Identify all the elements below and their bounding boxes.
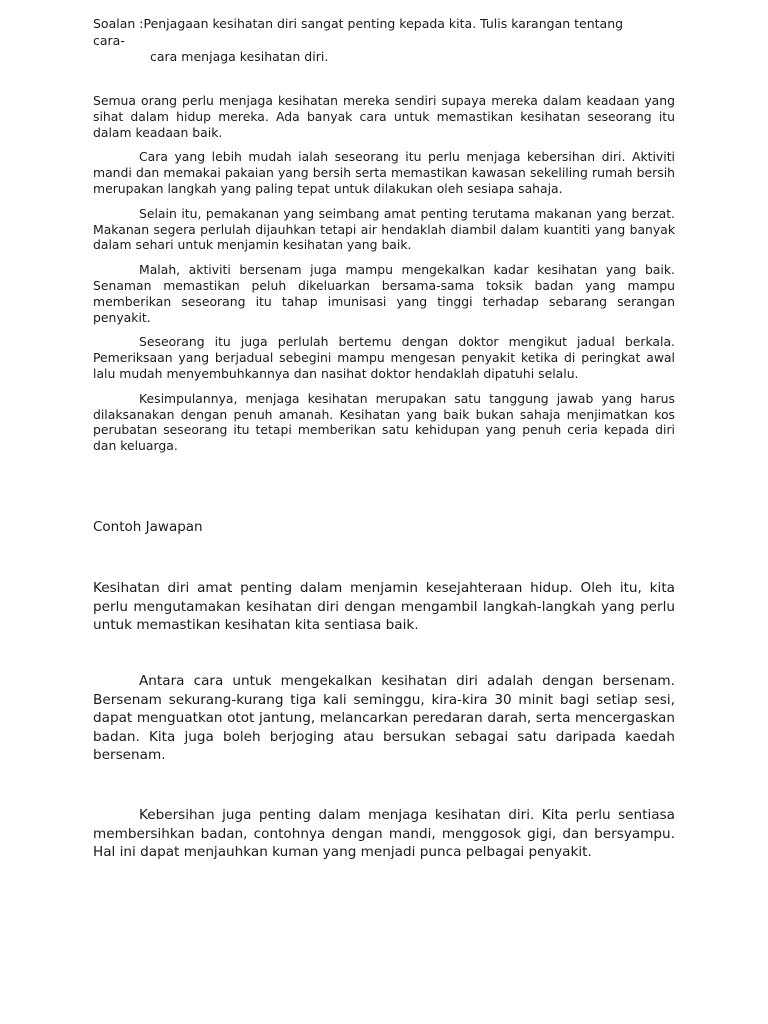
essay-body	[93, 93, 675, 463]
question-line-3: cara menjaga kesihatan diri.	[150, 49, 329, 64]
answer-paragraph-exercise: Antara cara untuk mengekalkan kesihatan diri adalah dengan bersenam. Bersenam sekurang-kurang tiga kali seminggu, kira-kira 30 minit bagi setiap sesi, dapat menguatkan otot jantung, melancarkan peredaran darah, serta mencergaskan badan. Kita juga boleh berjoging atau bersukan sebagai satu daripada kaedah bersenam.	[93, 673, 675, 763]
essay-paragraph-intro: Semua orang perlu menjaga kesihatan mereka sendiri supaya mereka dalam keadaan yang sihat dalam hidup mereka. Ada banyak cara untuk memastikan kesihatan seseorang itu dalam keadaan baik.	[93, 93, 675, 140]
sample-answer-heading: Contoh Jawapan	[93, 519, 203, 535]
essay-paragraph-cleanliness: Cara yang lebih mudah ialah seseorang itu perlu menjaga kebersihan diri. Aktiviti mandi dan memakai pakaian yang bersih serta memastikan kawasan sekeliling rumah bersih merupakan langkah yang paling tepat untuk dilakukan oleh sesiapa sahaja.	[93, 149, 675, 196]
essay-paragraph-conclusion: Kesimpulannya, menjaga kesihatan merupakan satu tanggung jawab yang harus dilaksanakan dengan penuh amanah. Kesihatan yang baik bukan sahaja menjimatkan kos perubatan seseorang itu tetapi memberikan satu kehidupan yang penuh ceria kepada diri dan keluarga.	[93, 390, 675, 454]
question-line-1: Soalan :Penjagaan kesihatan diri sangat penting kepada kita. Tulis karangan tentang	[93, 16, 624, 31]
answer-paragraph-intro: Kesihatan diri amat penting dalam menjamin kesejahteraan hidup. Oleh itu, kita perlu mengutamakan kesihatan diri dengan mengambil langkah-langkah yang perlu untuk memastikan kesihatan kita sentiasa baik.	[93, 580, 675, 633]
essay-paragraph-doctor: Seseorang itu juga perlulah bertemu dengan doktor mengikut jadual berkala. Pemeriksaan yang berjadual sebegini mampu mengesan penyakit ketika di peringkat awal lalu mudah menyembuhkannya dan nasihat doktor hendaklah dipatuhi selalu.	[93, 334, 675, 381]
essay-paragraph-nutrition: Selain itu, pemakanan yang seimbang amat penting terutama makanan yang berzat. Makanan segera perlulah dijauhkan tetapi air hendaklah diambil dalam kuantiti yang banyak dalam sehari untuk menjamin kesihatan yang baik.	[93, 205, 675, 253]
essay-paragraph-exercise: Malah, aktiviti bersenam juga mampu mengekalkan kadar kesihatan yang baik. Senaman memastikan peluh dikeluarkan bersama-sama toksik badan yang mampu memberikan seseorang itu tahap imunisasi yang tinggi terhadap sebarang serangan penyakit.	[93, 262, 675, 325]
answer-paragraph-cleanliness: Kebersihan juga penting dalam menjaga kesihatan diri. Kita perlu sentiasa membersihkan badan, contohnya dengan mandi, menggosok gigi, dan bersyampu. Hal ini dapat menjauhkan kuman yang menjadi punca pelbagai penyakit.	[93, 807, 675, 860]
question-line-2: cara-	[93, 33, 125, 48]
